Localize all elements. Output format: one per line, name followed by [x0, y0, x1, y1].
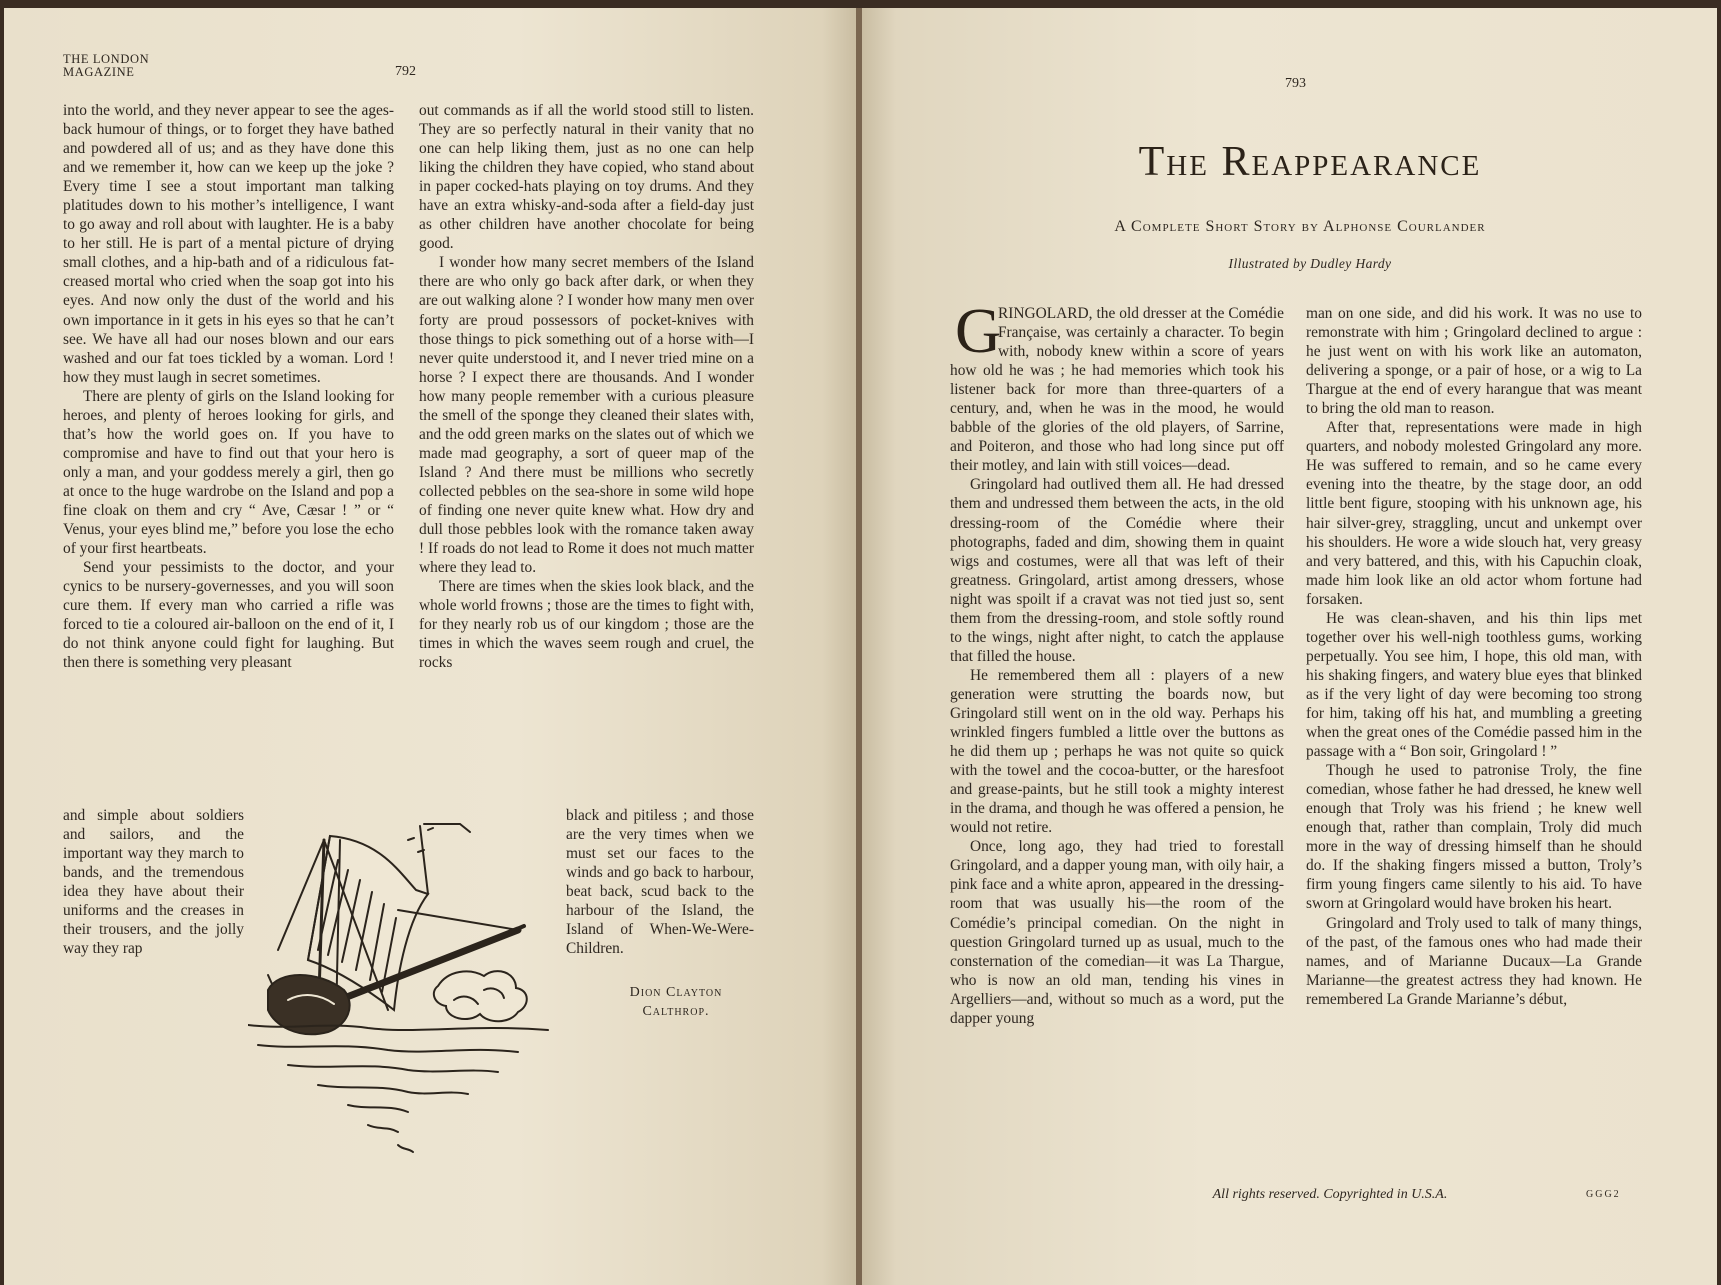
- paragraph: [950, 304, 1284, 475]
- paragraph: He was clean-shaven, and his thin lips met together over his well-nigh toothless gums, working perpetually. You see him, I hope, this old man, with his shaking fingers, and watery blue eyes that blinked as if the very light of day were becoming too strong for him, taking off his hat, and mumbling a greeting when the great ones of the Comédie passed him in the passage with a “ Bon soir, Gringolard ! ”: [1306, 609, 1642, 761]
- right-column-2: [1306, 304, 1642, 1009]
- copyright-notice: All rights reserved. Copyrighted in U.S.A.: [1212, 1187, 1448, 1202]
- story-title: The Reappearance: [1138, 139, 1482, 185]
- left-column-1-wrap: [63, 806, 244, 958]
- paragraph: He remembered them all : players of a new generation were strutting the boards now, but Gringolard still went on in the old way. Perhaps his wrinkled fingers fumbled a little over the buttons as he did them up ; perhaps he was not quite so quick with the towel and the cocoa-butter, or the haresfoot and grease-paints, but he still took a mighty interest in the drama, and though he was offered a pension, he would not retire.: [950, 666, 1284, 837]
- paragraph: Send your pessimists to the doctor, and your cynics to be nursery-governesses, and you will soon cure them. If every man who carried a rifle was forced to tie a coloured air-balloon on the end of it, I do not think anyone could fight for laughing. But then there is something very pleasant: [63, 559, 394, 672]
- paragraph: man on one side, and did his work. It was no use to remonstrate with him ; Gringolard declined to argue : he just went on with his work like an automaton, delivering a sponge, or a pair of hose, or a wig to La Thargue at the end of every harangue that was meant to bring the old man to reason.: [1306, 305, 1642, 418]
- paragraph: and simple about soldiers and sailors, and the important way they march to bands, and the tremendous idea they have about their uniforms and the creases in their trousers, and the jolly way they rap: [63, 807, 244, 958]
- paragraph: There are plenty of girls on the Island looking for heroes, and plenty of heroes looking for girls, and that’s how the world goes on. If you have to compromise and have to find out that your hero is only a man, and your goddess merely a girl, then go at once to the huge wardrobe on the Island and pop a fine cloak on them and cry “ Ave, Cæsar ! ” or “ Venus, your eyes blind me,” before you lose the echo of your first heartbeats.: [63, 387, 394, 558]
- paragraph: I wonder how many secret members of the Island there are who only go back after dark, or when they are out walking alone ? I wonder how many men over forty are proud possessors of pocket-knives with those things to pick something out of a horse with—I never quite understood it, and I never tried mine on a horse ? I expect there are thousands. And I wonder how many people remember with a curious pleasure the smell of the sponge they cleaned their slates with, and the odd green marks on the slates out of which we made mad geography, a sort of queer map of the Island ? And there must be millions who secretly collected pebbles on the sea-shore in some wild hope of finding one never quite knew what. How dry and dull those pebbles look with the romance taken away ! If roads do not lead to Rome it does not much matter where they lead to.: [419, 254, 754, 577]
- signature-line: Dion Clayton: [629, 985, 723, 1000]
- left-page-number: 792: [395, 64, 416, 79]
- left-column-2: [419, 101, 754, 672]
- right-column-1-opening: [950, 304, 1284, 1028]
- drop-cap-space: [950, 304, 998, 360]
- right-page-number: 793: [1285, 76, 1306, 91]
- paragraph: After that, representations were made in high quarters, and nobody molested Gringolard any more. He was suffered to remain, and so he came every evening into the theatre, by the stage door, an odd little bent figure, stooping with his unknown age, his hair silver-grey, straggling, uncut and unkempt over his shoulders. He wore a wide slouch hat, very greasy and very battered, and this, with his Capuchin cloak, made him look like an old actor whom fortune had forsaken.: [1306, 419, 1642, 608]
- drop-cap: G: [955, 295, 1002, 366]
- paragraph: Gringolard had outlived them all. He had dressed them and undressed them between the acts, in the old dressing-room of the Comédie where their photographs, faded and dim, showing them in quaint wigs and costumes, were all that was left of their greatness. Gringolard, artist among dressers, whose night was spoilt if a cravat was not tied just so, sent them from the dressing-room, and stole softly round to the wings, night after night, to catch the applause that filled the house.: [950, 476, 1284, 665]
- paragraph: into the world, and they never appear to see the ages-back humour of things, or to forget they have bathed and powdered all of us; and as they have done this and we remember it, how can we keep up the joke ? Every time I see a stout important man talking platitudes down to his mother’s intelligence, I want to go away and roll about with laughter. He is a baby to her still. He is part of a mental picture of drying small clothes, and a hip-bath and of a ridiculous fat-creased mortal who cried when the soap got into his eyes. And now only the dust of the world and his own importance in it gets in his eyes so that he can’t see. We have all had our noses blown and our ears washed and our fat toes tickled by a woman. Lord ! how they must laugh in secret sometimes.: [63, 102, 394, 386]
- left-column-1: [63, 101, 394, 672]
- illustrator-credit: Illustrated by Dudley Hardy: [1228, 256, 1392, 271]
- paragraph: out commands as if all the world stood still to listen. They are so perfectly natural in their vanity that no one can help liking them, just as no one can help liking the children they have copied, who stand about in paper cocked-hats playing on toy drums. And they have an extra whisky-and-soda after a field-day just as other children have another chocolate for being good.: [419, 102, 754, 253]
- signature-mark: GGG2: [1586, 1189, 1621, 1200]
- story-subtitle: A Complete Short Story by Alphonse Courlander: [1114, 218, 1486, 235]
- sailboat-illustration: [248, 800, 560, 1185]
- left-column-2-wrap: [566, 806, 754, 958]
- signature-line: Calthrop.: [642, 1004, 710, 1019]
- paragraph: Though he used to patronise Troly, the fine comedian, whose father he had dressed, he knew well enough that Troly was his friend ; he knew well enough that, rather than complain, Troly did much more in the way of dressing himself than he should do. If the shaking fingers missed a button, Troly’s firm young fingers came silently to his aid. To have sworn at Gringolard would have broken his heart.: [1306, 762, 1642, 913]
- paragraph: There are times when the skies look black, and the whole world frowns ; those are the times to fight with, for they nearly rob us of our kingdom ; those are the times in which the waves seem rough and cruel, the rocks: [419, 578, 754, 672]
- running-head: THE LONDON MAGAZINE: [63, 52, 150, 79]
- paragraph: Once, long ago, they had tried to forestall Gringolard, and a dapper young man, with oily hair, a pink face and a white apron, appeared in the dressing-room that was usually his—the room of the Comédie’s principal comedian. On the night in question Gringolard turned up as usual, much to the consternation of the comedian—it was La Thargue, who is now an old man, tending his vines in Argelliers—and, without so much as a word, put the dapper young: [950, 838, 1284, 1027]
- author-signature: [601, 983, 751, 1021]
- paragraph: Gringolard and Troly used to talk of many things, of the past, of the famous ones who had made their names, and of Marianne Ducaux—La Grande Marianne—the greatest actress they had known. He remembered La Grande Marianne’s début,: [1306, 914, 1642, 1008]
- paragraph: black and pitiless ; and those are the very times when we must set our faces to the winds and go back to harbour, beat back, scud back to the harbour of the Island, the Island of When-We-Were-Children.: [566, 807, 754, 958]
- opening-text: RINGOLARD, the old dresser at the Comédie Française, was certainly a character. To begin with, nobody knew within a score of years how old he was ; he had memories which took his listener back for more than three-quarters of a century, and, when he was in the mood, he would babble of the glories of the old players, of Sarrine, and Poiteron, and those who had long since put off their motley, and lain with still voices—dead.: [950, 305, 1284, 475]
